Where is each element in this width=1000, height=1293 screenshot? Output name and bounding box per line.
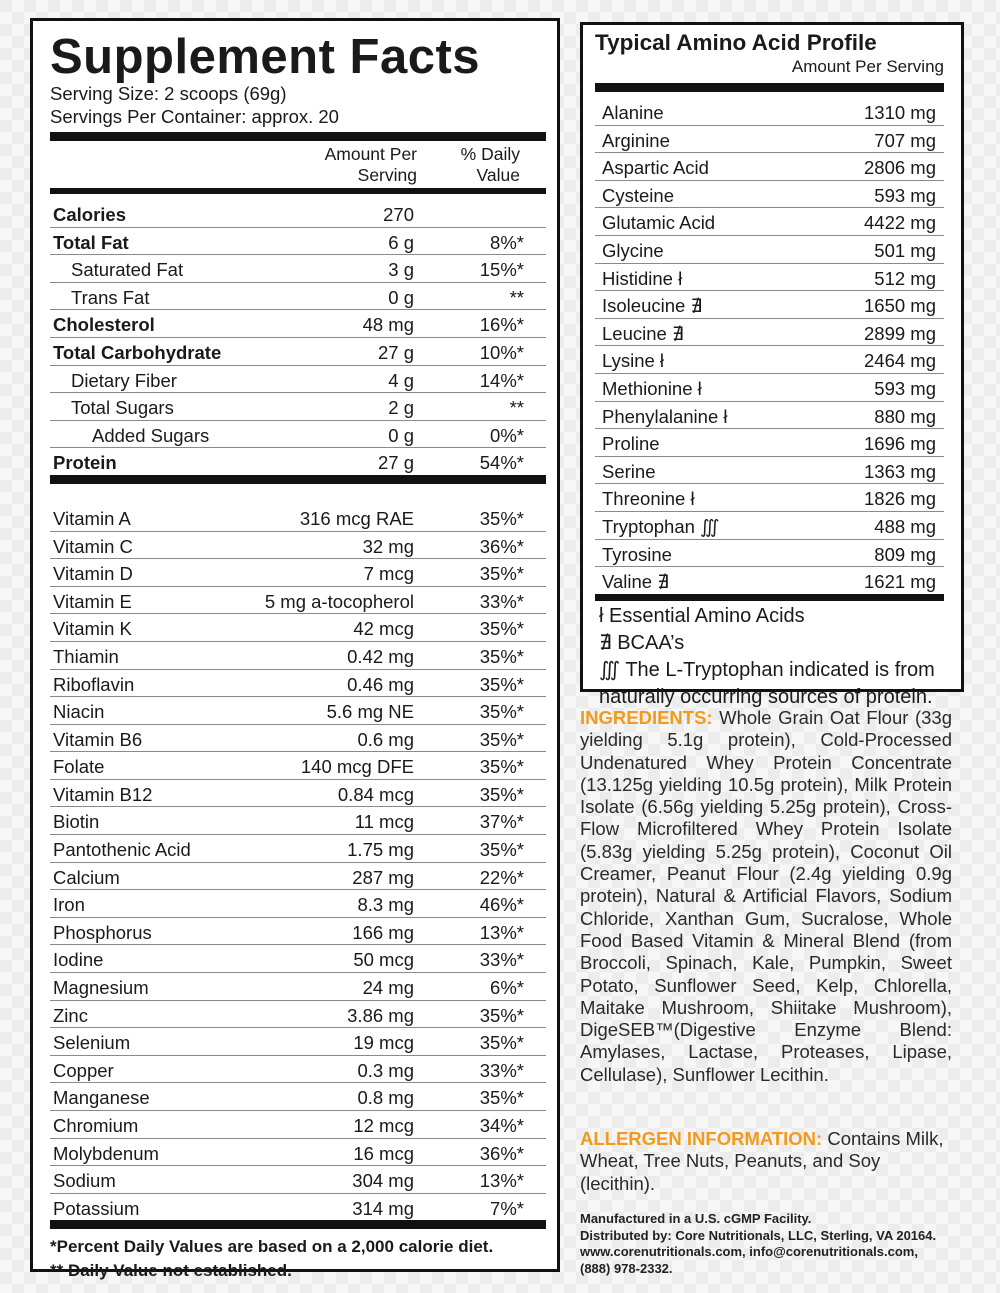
amino-acid-name: Valine ∄: [602, 571, 669, 593]
nutrient-daily-value: 35%*: [479, 563, 524, 585]
amino-acid-amount: 488 mg: [874, 515, 936, 537]
nutrient-row: [50, 559, 546, 587]
nutrient-daily-value: 0%*: [490, 424, 524, 446]
nutrient-daily-value: 34%*: [479, 1115, 524, 1136]
nutrient-daily-value: **: [509, 397, 524, 419]
nutrient-name: Pantothenic Acid: [53, 839, 191, 861]
nutrient-amount: 140 mcg DFE: [300, 756, 414, 778]
nutrient-name: Trans Fat: [71, 286, 150, 308]
nutrient-daily-value: 35%*: [479, 756, 524, 778]
amino-acid-amount: 593 mg: [874, 377, 936, 399]
contact-line: www.corenutritionals.com, info@corenutritionals.com,: [580, 1244, 918, 1259]
amino-acid-name: Alanine: [602, 102, 664, 123]
nutrient-name: Vitamin C: [53, 535, 133, 557]
nutrient-name: Vitamin E: [53, 590, 132, 612]
amino-acid-amount: 1826 mg: [864, 488, 936, 510]
amino-acid-title: Typical Amino Acid Profile: [595, 30, 877, 55]
amino-acid-name: Methionine ł: [602, 377, 702, 399]
nutrient-daily-value: 13%*: [479, 921, 524, 943]
nutrient-row: [50, 973, 546, 1001]
vitamin-mineral-list: [50, 504, 546, 1220]
nutrient-row: [50, 945, 546, 973]
nutrient-row: [50, 393, 546, 421]
amino-acid-row: [595, 512, 944, 540]
amino-acid-row: [595, 208, 944, 236]
nutrient-name: Copper: [53, 1059, 114, 1081]
nutrient-daily-value: 35%*: [479, 645, 524, 667]
amino-acid-subtitle: Amount Per Serving: [791, 57, 944, 76]
nutrient-name: Vitamin B12: [53, 783, 153, 805]
amino-acid-row: [595, 181, 944, 209]
nutrient-amount: 12 mcg: [353, 1115, 414, 1136]
amino-acid-legend: [595, 603, 944, 711]
allergen-text: Contains Milk, Wheat, Tree Nuts, Peanuts, and Soy (lecithin).: [580, 1128, 944, 1194]
amino-acid-amount: 2464 mg: [864, 350, 936, 372]
amino-acid-row: [595, 264, 944, 292]
nutrient-row: [50, 228, 546, 256]
servings-per-container: Servings Per Container: approx. 20: [50, 106, 339, 127]
nutrient-amount: 287 mg: [352, 866, 414, 888]
nutrient-row: [50, 1028, 546, 1056]
nutrient-name: Vitamin A: [53, 507, 131, 529]
nutrient-name: Added Sugars: [92, 424, 210, 446]
allergen-label: ALLERGEN INFORMATION:: [580, 1128, 823, 1149]
ingredients-block: [580, 707, 952, 1086]
nutrient-amount: 5.6 mg NE: [326, 701, 414, 723]
nutrient-row: [50, 1111, 546, 1139]
amino-acid-name: Arginine: [602, 129, 670, 151]
amino-acid-amount: 4422 mg: [864, 212, 936, 234]
amino-acid-name: Glutamic Acid: [602, 212, 716, 234]
nutrient-daily-value: 35%*: [479, 507, 524, 529]
amino-acid-row: [595, 567, 944, 594]
nutrient-daily-value: 33%*: [479, 590, 524, 612]
nutrient-row: [50, 366, 546, 394]
nutrient-daily-value: 33%*: [479, 949, 524, 971]
nutrient-amount: 270: [383, 204, 414, 225]
nutrient-amount: 48 mg: [362, 314, 414, 336]
nutrient-daily-value: 10%*: [479, 341, 524, 363]
legend-tryptophan: ∭ The L-Tryptophan indicated is from naturally occurring sources of protein.: [599, 658, 935, 708]
nutrient-daily-value: 54%*: [479, 452, 524, 474]
nutrient-row: [50, 642, 546, 670]
column-header: [50, 141, 546, 188]
supplement-facts-title: Supplement Facts: [50, 30, 481, 84]
amino-acid-name: Serine: [602, 460, 656, 482]
nutrient-amount: 0 g: [388, 424, 414, 446]
nutrient-daily-value: 6%*: [490, 977, 524, 999]
nutrient-daily-value: 33%*: [479, 1059, 524, 1081]
nutrient-row: [50, 780, 546, 808]
nutrient-name: Potassium: [53, 1197, 140, 1219]
amino-acid-name: Phenylalanine ł: [602, 405, 728, 427]
nutrient-name: Vitamin D: [53, 563, 133, 585]
nutrient-name: Total Sugars: [71, 397, 174, 419]
nutrient-amount: 32 mg: [362, 535, 414, 557]
nutrient-row: [50, 532, 546, 560]
nutrient-amount: 0.84 mcg: [337, 783, 414, 805]
nutrient-amount: 2 g: [388, 397, 414, 419]
nutrient-amount: 27 g: [377, 341, 414, 363]
amino-acid-amount: 1650 mg: [864, 295, 936, 317]
amino-acid-amount: 512 mg: [874, 267, 936, 289]
amino-acid-row: [595, 236, 944, 264]
nutrient-row: [50, 697, 546, 725]
nutrient-amount: 27 g: [377, 452, 414, 474]
nutrient-daily-value: 13%*: [479, 1170, 524, 1192]
amino-acid-row: [595, 540, 944, 568]
nutrient-daily-value: 36%*: [479, 1142, 524, 1164]
amino-acid-row: [595, 153, 944, 181]
nutrient-amount: 3 g: [388, 259, 414, 281]
divider-thick: [595, 594, 944, 601]
nutrient-daily-value: 7%*: [490, 1197, 524, 1219]
amino-acid-amount: 1363 mg: [864, 460, 936, 482]
divider-thick: [50, 132, 546, 141]
nutrient-row: [50, 310, 546, 338]
nutrient-row: [50, 807, 546, 835]
nutrient-row: [50, 725, 546, 753]
amino-acid-amount: 2899 mg: [864, 322, 936, 344]
amino-acid-panel: [580, 22, 964, 708]
nutrient-amount: 1.75 mg: [347, 839, 414, 861]
amino-acid-name: Proline: [602, 433, 660, 455]
nutrient-daily-value: 14%*: [479, 369, 524, 391]
nutrient-name: Cholesterol: [53, 314, 155, 336]
nutrient-name: Calories: [53, 204, 127, 225]
nutrient-row: [50, 504, 546, 532]
nutrient-name: Magnesium: [53, 977, 149, 999]
nutrient-daily-value: 35%*: [479, 618, 524, 640]
nutrient-amount: 8.3 mg: [357, 894, 414, 916]
nutrient-amount: 314 mg: [352, 1197, 414, 1219]
nutrient-name: Molybdenum: [53, 1142, 159, 1164]
nutrient-row: [50, 338, 546, 366]
nutrient-name: Calcium: [53, 866, 120, 888]
nutrient-daily-value: 35%*: [479, 1087, 524, 1109]
nutrient-row: [50, 752, 546, 780]
nutrient-amount: 42 mcg: [353, 618, 414, 640]
nutrient-row: [50, 890, 546, 918]
nutrient-name: Manganese: [53, 1087, 150, 1109]
nutrient-name: Saturated Fat: [71, 259, 184, 281]
nutrient-amount: 0.8 mg: [357, 1087, 414, 1109]
nutrient-amount: 11 mcg: [354, 811, 414, 833]
nutrient-name: Total Fat: [53, 231, 129, 253]
amino-acid-row: [595, 291, 944, 319]
amino-acid-amount: 809 mg: [874, 543, 936, 565]
nutrient-amount: 3.86 mg: [347, 1004, 414, 1026]
nutrient-daily-value: 35%*: [479, 839, 524, 861]
amino-acid-name: Aspartic Acid: [602, 157, 709, 179]
amino-acid-name: Tyrosine: [602, 543, 672, 565]
ingredients-text: Whole Grain Oat Flour (33g yielding 5.1g protein), Cold-Processed Undenatured Whey Protein Concentrate (13.125g yielding 10.5g protein), Milk Protein Isolate (6.56g yielding 5.25g protein), Cross-Flow Microfiltered Whey Protein Isolate (5.83g yielding 5.25g protein), Coconut Oil Creamer, Peanut Flour (2.4g yielding 0.9g protein), Natural & Artificial Flavors, Sodium Chloride, Xanthan Gum, Sucralose, Whole Food Based Vitamin & Mineral Blend (from Broccoli, Spinach, Kale, Pumpkin, Sweet Potato, Sunflower Seed, Kelp, Chlorella, Maitake Mushroom, Shiitake Mushroom), DigeSEB™(Digestive Enzyme Blend: Amylases, Lactase, Proteases, Lipase, Cellulase), Sunflower Lecithin.: [580, 707, 952, 1085]
amino-acid-row: [595, 346, 944, 374]
nutrient-daily-value: 15%*: [479, 259, 524, 281]
nutrient-row: [50, 1083, 546, 1111]
nutrient-name: Sodium: [53, 1170, 116, 1192]
amino-acid-amount: 707 mg: [874, 129, 936, 151]
divider-thick: [595, 83, 944, 92]
amino-acid-name: Glycine: [602, 239, 664, 261]
amino-acid-list: [595, 98, 944, 594]
nutrient-row: [50, 283, 546, 311]
amino-acid-amount: 501 mg: [874, 239, 936, 261]
amino-acid-amount: 593 mg: [874, 184, 936, 206]
nutrient-row: [50, 1194, 546, 1221]
legend-essential: ł Essential Amino Acids: [599, 604, 805, 627]
amino-acid-name: Histidine ł: [602, 267, 683, 289]
amino-acid-row: [595, 429, 944, 457]
allergen-block: [580, 1128, 952, 1195]
serving-size: Serving Size: 2 scoops (69g): [50, 83, 287, 104]
nutrient-row: [50, 200, 546, 228]
nutrient-amount: 24 mg: [362, 977, 414, 999]
nutrient-amount: 0.42 mg: [347, 645, 414, 667]
nutrient-name: Riboflavin: [53, 673, 135, 695]
nutrient-row: [50, 1166, 546, 1194]
nutrient-row: [50, 587, 546, 615]
nutrient-name: Vitamin B6: [53, 728, 143, 750]
amino-acid-name: Cysteine: [602, 184, 674, 206]
footnotes: [50, 1235, 546, 1283]
nutrient-amount: 50 mcg: [353, 949, 414, 971]
footnote-daily-values: *Percent Daily Values are based on a 2,000 calorie diet.: [50, 1237, 494, 1257]
nutrient-daily-value: 35%*: [479, 1004, 524, 1026]
footnote-not-established: ** Daily Value not established.: [50, 1261, 292, 1281]
nutrient-amount: 19 mcg: [353, 1032, 414, 1054]
manufacturer-line: Manufactured in a U.S. cGMP Facility.: [580, 1211, 812, 1226]
nutrient-amount: 0.3 mg: [357, 1059, 414, 1081]
amino-acid-row: [595, 374, 944, 402]
amino-acid-name: Leucine ∄: [602, 322, 684, 344]
nutrient-name: Protein: [53, 452, 117, 474]
divider-thick: [50, 475, 546, 484]
nutrient-amount: 316 mcg RAE: [299, 507, 414, 529]
nutrient-row: [50, 1001, 546, 1029]
nutrient-name: Phosphorus: [53, 921, 152, 943]
nutrient-amount: 304 mg: [352, 1170, 414, 1192]
amino-acid-amount: 1621 mg: [864, 571, 936, 593]
amino-acid-amount: 880 mg: [874, 405, 936, 427]
amount-per-serving-header: Amount Per Serving: [324, 144, 417, 185]
nutrient-row: [50, 1139, 546, 1167]
nutrient-row: [50, 614, 546, 642]
nutrient-daily-value: 8%*: [490, 231, 524, 253]
nutrient-daily-value: 37%*: [479, 811, 524, 833]
nutrient-name: Zinc: [53, 1004, 88, 1026]
supplement-facts-panel: [30, 18, 560, 1281]
amino-acid-amount: 2806 mg: [864, 157, 936, 179]
nutrient-daily-value: 35%*: [479, 728, 524, 750]
amino-acid-amount: 1696 mg: [864, 433, 936, 455]
amino-acid-name: Isoleucine ∄: [602, 295, 703, 317]
amino-acid-row: [595, 319, 944, 347]
distributor-line: Distributed by: Core Nutritionals, LLC, Sterling, VA 20164.: [580, 1227, 937, 1243]
nutrient-amount: 16 mcg: [353, 1142, 414, 1164]
nutrient-name: Vitamin K: [53, 618, 132, 640]
nutrient-amount: 7 mcg: [363, 563, 414, 585]
ingredients-label: INGREDIENTS:: [580, 707, 713, 728]
nutrient-name: Iron: [53, 894, 85, 916]
divider-thick: [50, 1220, 546, 1229]
amino-acid-row: [595, 457, 944, 485]
nutrient-row: [50, 448, 546, 475]
amino-acid-row: [595, 126, 944, 154]
amino-acid-amount: 1310 mg: [864, 102, 936, 123]
amino-acid-name: Threonine ł: [602, 488, 695, 510]
nutrient-name: Biotin: [53, 811, 100, 833]
nutrient-daily-value: 22%*: [479, 866, 524, 888]
legend-bcaa: ∄ BCAA’s: [599, 631, 685, 654]
nutrient-name: Selenium: [53, 1032, 131, 1054]
nutrient-row: [50, 255, 546, 283]
nutrient-amount: 5 mg a-tocopherol: [264, 590, 414, 612]
manufacturer-info: [580, 1211, 990, 1277]
nutrient-daily-value: 35%*: [479, 1032, 524, 1054]
phone-line: (888) 978-2332.: [580, 1260, 673, 1276]
nutrient-name: Niacin: [53, 701, 105, 723]
nutrient-amount: 4 g: [388, 369, 414, 391]
nutrient-daily-value: 46%*: [479, 894, 524, 916]
nutrient-name: Dietary Fiber: [71, 369, 177, 391]
nutrient-daily-value: 36%*: [479, 535, 524, 557]
nutrient-daily-value: **: [509, 286, 524, 308]
nutrient-name: Chromium: [53, 1115, 139, 1136]
nutrient-row: [50, 918, 546, 946]
nutrient-amount: 0.6 mg: [357, 728, 414, 750]
nutrient-row: [50, 835, 546, 863]
nutrient-name: Thiamin: [53, 645, 119, 667]
nutrient-row: [50, 421, 546, 449]
amino-acid-name: Lysine ł: [602, 350, 665, 372]
nutrient-amount: 0.46 mg: [347, 673, 414, 695]
divider-medium: [50, 188, 546, 194]
amino-acid-row: [595, 98, 944, 126]
amino-acid-row: [595, 484, 944, 512]
amino-acid-name: Tryptophan ∭: [602, 515, 720, 537]
nutrient-row: [50, 670, 546, 698]
nutrient-name: Folate: [53, 756, 105, 778]
amino-acid-row: [595, 402, 944, 430]
nutrient-daily-value: 16%*: [479, 314, 524, 336]
nutrient-amount: 166 mg: [352, 921, 414, 943]
nutrient-daily-value: 35%*: [479, 783, 524, 805]
daily-value-header: % Daily Value: [460, 144, 520, 185]
nutrient-daily-value: 35%*: [479, 673, 524, 695]
nutrient-name: Total Carbohydrate: [53, 341, 222, 363]
nutrient-amount: 0 g: [388, 286, 414, 308]
nutrient-row: [50, 1056, 546, 1084]
nutrient-amount: 6 g: [388, 231, 414, 253]
macro-nutrient-list: [50, 200, 546, 475]
nutrient-name: Iodine: [53, 949, 104, 971]
nutrient-daily-value: 35%*: [479, 701, 524, 723]
nutrient-row: [50, 863, 546, 891]
